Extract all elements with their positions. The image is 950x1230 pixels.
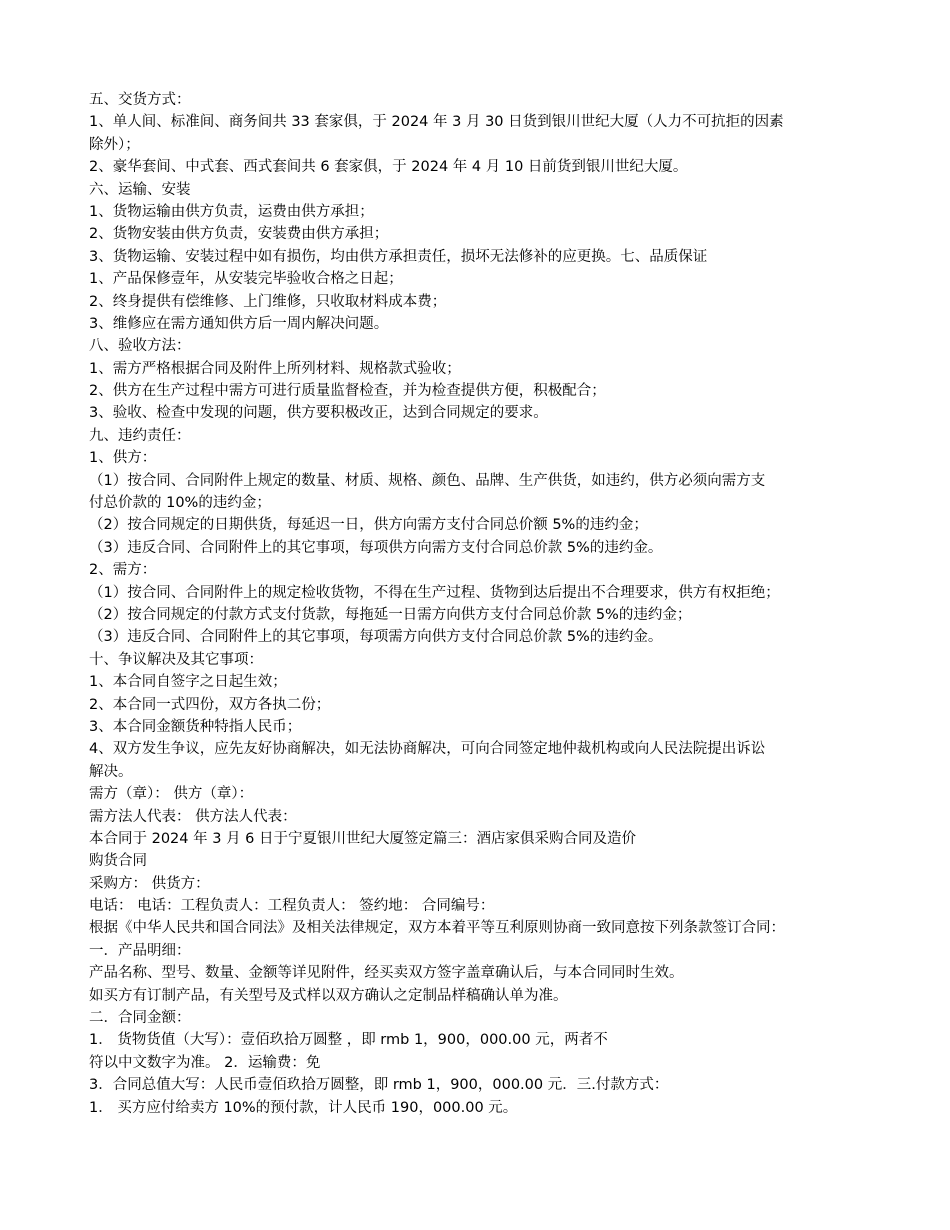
text-line: 1． 货物货值（大写）：壹佰玖拾万圆整 ，即 rmb 1，900，000.00 元，两者不	[89, 1032, 608, 1049]
section-heading-liability: 九、违约责任：	[89, 427, 191, 444]
text-line: 3．合同总值大写：人民币壹佰玖拾万圆整，即 rmb 1，900，000.00 元．三.付款方式：	[89, 1077, 669, 1094]
text-line: （3）违反合同、合同附件上的其它事项，每项需方向供方支付合同总价款 5%的违约金。	[89, 629, 663, 646]
section-heading-products: 一．产品明细：	[89, 942, 191, 959]
text-line: （2）按合同规定的付款方式支付货款，每拖延一日需方向供方支付合同总价款 5%的违约金；	[89, 606, 692, 623]
text-line: 解决。	[89, 763, 133, 780]
signing-date-line: 本合同于 2024 年 3 月 6 日于宁夏银川世纪大厦签定篇三：酒店家俱采购合同及造价	[89, 830, 637, 847]
text-line: 符以中文数字为准。 2．运输费：免	[89, 1054, 321, 1071]
text-line: 2、供方在生产过程中需方可进行质量监督检查，并为检查提供方便，积极配合；	[89, 383, 606, 400]
text-line: 2、终身提供有偿维修、上门维修，只收取材料成本费；	[89, 293, 447, 310]
document-page	[89, 89, 869, 1119]
text-line: 2、豪华套间、中式套、西式套间共 6 套家俱，于 2024 年 4 月 10 日前货到银川世纪大厦。	[89, 159, 688, 176]
text-line: （1）按合同、合同附件上规定的数量、材质、规格、颜色、品牌、生产供货，如违约，供方必须向需方支	[89, 472, 766, 489]
text-line: 如买方有订制产品，有关型号及式样以双方确认之定制品样稿确认单为准。	[89, 987, 568, 1004]
section-heading-delivery: 五、交货方式：	[89, 92, 191, 108]
text-line: 1、货物运输由供方负责，运费由供方承担；	[89, 203, 374, 220]
text-line: 1、供方：	[89, 450, 157, 467]
parties-line: 采购方： 供货方：	[89, 875, 210, 892]
text-line: 根据《中华人民共和国合同法》及相关法律规定，双方本着平等互利原则协商一致同意按下列条款签订合同：	[89, 920, 785, 937]
section-heading-disputes: 十、争议解决及其它事项：	[89, 651, 263, 668]
text-line: 2、货物安装由供方负责，安装费由供方承担；	[89, 226, 389, 243]
text-line: 产品名称、型号、数量、金额等详见附件，经买卖双方签字盖章确认后，与本合同同时生效。	[89, 965, 684, 982]
text-line: 3、货物运输、安装过程中如有损伤，均由供方承担责任，损坏无法修补的应更换。七、品质保证	[89, 248, 708, 265]
text-line: 2、本合同一式四份，双方各执二份；	[89, 696, 331, 713]
text-line: 3、本合同金额货种特指人民币；	[89, 718, 302, 735]
text-line: （2）按合同规定的日期供货，每延迟一日，供方向需方支付合同总价额 5%的违约金；	[89, 517, 648, 534]
section-heading-transport: 六、运输、安装	[89, 181, 191, 198]
section-heading-amount: 二．合同金额：	[89, 1010, 191, 1027]
contact-line: 电话： 电话：工程负责人：工程负责人： 签约地： 合同编号：	[89, 898, 495, 915]
text-line: 付总价款的 10%的违约金；	[89, 495, 271, 512]
signature-line: 需方（章）： 供方（章）：	[89, 786, 254, 803]
signature-line: 需方法人代表： 供方法人代表：	[89, 808, 297, 825]
text-line: 1、产品保修壹年，从安装完毕验收合格之日起；	[89, 271, 403, 288]
text-line: 1． 买方应付给卖方 10%的预付款，计人民币 190，000.00 元。	[89, 1099, 518, 1116]
text-line: 3、维修应在需方通知供方后一周内解决问题。	[89, 315, 389, 332]
text-line: （3）违反合同、合同附件上的其它事项，每项供方向需方支付合同总价款 5%的违约金。	[89, 539, 663, 556]
contract-title: 购货合同	[89, 853, 147, 870]
text-line: 4、双方发生争议，应先友好协商解决，如无法协商解决，可向合同签定地仲裁机构或向人民法院提出诉讼	[89, 741, 766, 758]
text-line: 1、本合同自签字之日起生效；	[89, 674, 287, 691]
section-heading-acceptance: 八、验收方法：	[89, 338, 191, 355]
text-line: 3、验收、检查中发现的问题，供方要积极改正，达到合同规定的要求。	[89, 405, 548, 422]
text-line: （1）按合同、合同附件上的规定检收货物，不得在生产过程、货物到达后提出不合理要求，供方有权拒绝；	[89, 584, 780, 601]
text-line: 1、单人间、标准间、商务间共 33 套家俱，于 2024 年 3 月 30 日货到银川世纪大厦（人力不可抗拒的因素	[89, 114, 784, 131]
text-line: 2、需方：	[89, 562, 157, 579]
text-line: 除外）；	[89, 136, 140, 153]
text-line: 1、需方严格根据合同及附件上所列材料、规格款式验收；	[89, 360, 461, 377]
